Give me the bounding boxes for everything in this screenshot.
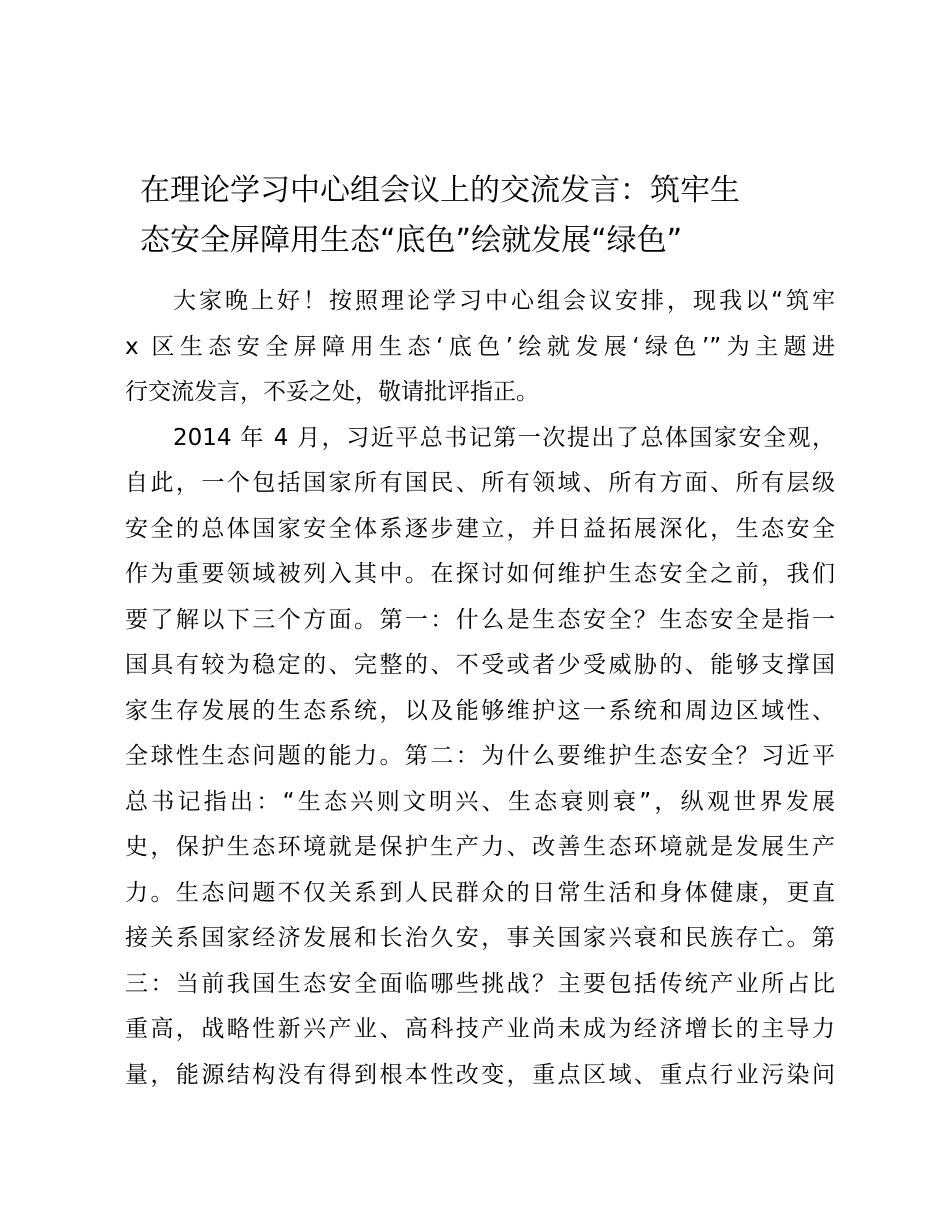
title-line: 态安全屏障用生态“底色”绘就发展“绿色” [140,223,683,258]
paragraph-greeting [125,279,835,416]
text-line: 行交流发言，不妥之处，敬请批评指正。 [125,379,539,405]
text-line: 作为重要领域被列入其中。在探讨如何维护生态安全之前，我们 [125,561,835,587]
text-line: 史，保护生态环境就是保护生产力、改善生态环境就是发展生产 [125,834,835,860]
text-line: 2014 年 4 月，习近平总书记第一次提出了总体国家安全观， [173,424,835,451]
text-line: 家生存发展的生态系统，以及能够维护这一系统和周边区域性、 [125,697,835,724]
text-line: 大家晚上好！按照理论学习中心组会议安排，现我以“筑牢 [173,288,835,314]
text-line: 力。生态问题不仅关系到人民群众的日常生活和身体健康，更直 [125,879,835,906]
text-line: 自此，一个包括国家所有国民、所有领域、所有方面、所有层级 [125,470,835,496]
text-line: 量，能源结构没有得到根本性改变，重点区域、重点行业污染问 [125,1061,835,1088]
text-line: 国具有较为稳定的、完整的、不受或者少受威胁的、能够支撑国 [125,652,835,678]
document-title [140,166,830,266]
text-line: 全球性生态问题的能力。第二：为什么要维护生态安全？习近平 [125,743,835,769]
text-line: 安全的总体国家安全体系逐步建立，并日益拓展深化，生态安全 [125,515,835,542]
text-line: 三：当前我国生态安全面临哪些挑战？主要包括传统产业所占比 [125,970,835,997]
text-line: 接关系国家经济发展和长治久安，事关国家兴衰和民族存亡。第 [125,925,835,951]
text-line: 重高，战略性新兴产业、高科技产业尚未成为经济增长的主导力 [125,1016,835,1042]
text-line: x 区生态安全屏障用生态‘底色’绘就发展‘绿色’”为主题进 [125,333,835,360]
title-line: 在理论学习中心组会议上的交流发言：筑牢生 [140,173,740,208]
paragraph-security-concept [125,416,835,1099]
text-line: 总书记指出：“生态兴则文明兴、生态衰则衰”，纵观世界发展 [125,788,835,815]
text-line: 要了解以下三个方面。第一：什么是生态安全？生态安全是指一 [125,606,835,633]
document-body [125,279,835,1098]
